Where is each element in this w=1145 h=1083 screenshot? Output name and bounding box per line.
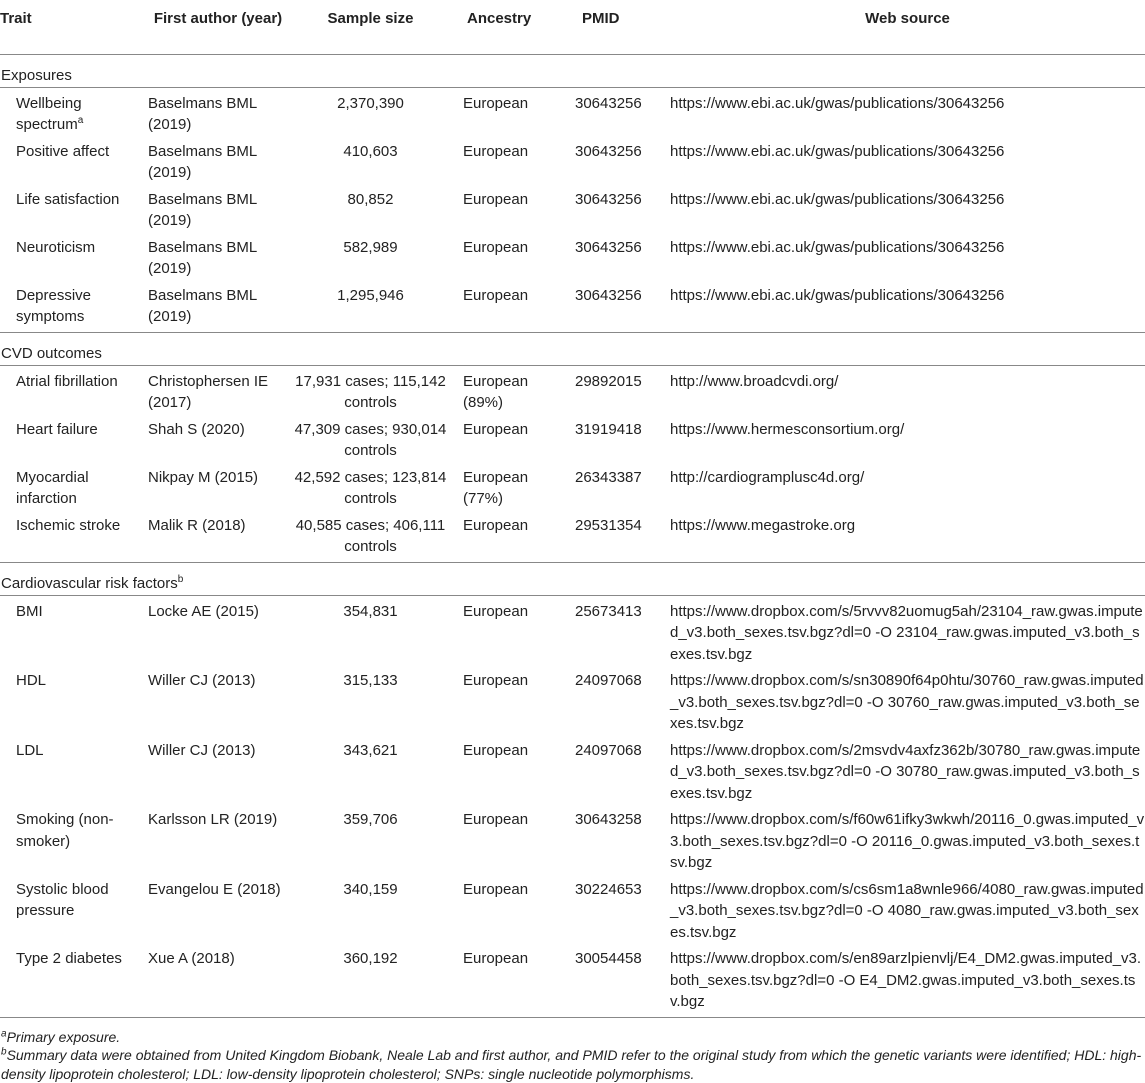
trait-cell-text: Smoking (non-smoker) — [16, 811, 114, 850]
trait-cell-text: Heart failure — [16, 421, 98, 438]
trait-cell — [0, 280, 148, 333]
sample-size-cell — [288, 136, 453, 184]
trait-cell-text: Depressive symptoms — [16, 287, 91, 326]
ancestry-cell — [453, 232, 568, 280]
sample-size-cell-text: 40,585 cases; 406,111 controls — [296, 517, 446, 556]
web-source-cell-text: https://www.megastroke.org — [670, 517, 855, 534]
pmid-cell-text: 30643256 — [575, 191, 642, 208]
column-header-sample-size: Sample size — [288, 0, 453, 54]
web-source-cell-text: https://www.dropbox.com/s/5rvvv82uomug5ah/23104_raw.gwas.imputed_v3.both_sexes.tsv.bgz?dl=0 -O 23104_raw.gwas.imputed_v3.both_sexes.tsv.bgz — [670, 603, 1143, 663]
first-author-cell-text: Baselmans BML (2019) — [148, 239, 257, 278]
trait-cell-text: Atrial fibrillation — [16, 373, 118, 390]
web-source-cell[interactable] — [670, 136, 1145, 184]
sample-size-cell — [288, 87, 453, 136]
section-row — [0, 332, 1145, 365]
table-header — [0, 0, 1145, 54]
web-source-cell[interactable] — [670, 87, 1145, 136]
web-source-cell-text: https://www.dropbox.com/s/cs6sm1a8wnle966/4080_raw.gwas.imputed_v3.both_sexes.tsv.bgz?dl=0 -O 4080_raw.gwas.imputed_v3.both_sexes.tsv.bgz — [670, 881, 1144, 941]
sample-size-cell-text: 360,192 — [343, 950, 397, 967]
web-source-cell-text: https://www.dropbox.com/s/sn30890f64p0htu/30760_raw.gwas.imputed_v3.both_sexes.tsv.bgz?dl=0 -O 30760_raw.gwas.imputed_v3.both_sexes.tsv.bgz — [670, 672, 1144, 732]
pmid-cell-text: 30643256 — [575, 95, 642, 112]
sample-size-cell-text: 42,592 cases; 123,814 controls — [295, 469, 447, 508]
web-source-cell[interactable] — [670, 943, 1145, 1017]
section-row — [0, 54, 1145, 87]
web-source-cell-text: https://www.dropbox.com/s/2msvdv4axfz362b/30780_raw.gwas.imputed_v3.both_sexes.tsv.bgz?dl=0 -O 30780_raw.gwas.imputed_v3.both_sexes.tsv.bgz — [670, 742, 1140, 802]
web-source-cell[interactable] — [670, 232, 1145, 280]
sample-size-cell-text: 17,931 cases; 115,142 controls — [295, 373, 446, 412]
footnote-marker: a — [1, 1028, 7, 1039]
first-author-cell — [148, 804, 288, 874]
first-author-cell — [148, 280, 288, 333]
trait-cell-text: Myocardial infarction — [16, 469, 89, 508]
sample-size-cell-text: 2,370,390 — [337, 95, 404, 112]
trait-cell-text: Type 2 diabetes — [16, 950, 122, 967]
trait-cell — [0, 184, 148, 232]
web-source-cell-text: https://www.dropbox.com/s/en89arzlpienvlj/E4_DM2.gwas.imputed_v3.both_sexes.tsv.bgz?dl=0 -O E4_DM2.gwas.imputed_v3.both_sexes.tsv.bgz — [670, 950, 1141, 1010]
trait-cell — [0, 804, 148, 874]
first-author-cell-text: Baselmans BML (2019) — [148, 191, 257, 230]
table-row — [0, 280, 1145, 333]
sample-size-cell-text: 582,989 — [343, 239, 397, 256]
first-author-cell-text: Christophersen IE (2017) — [148, 373, 268, 412]
first-author-cell-text: Karlsson LR (2019) — [148, 811, 277, 828]
sample-size-cell-text: 1,295,946 — [337, 287, 404, 304]
web-source-cell[interactable] — [670, 665, 1145, 735]
table-row — [0, 735, 1145, 805]
web-source-cell-text: http://cardiogramplusc4d.org/ — [670, 469, 864, 486]
pmid-cell-text: 29892015 — [575, 373, 642, 390]
sample-size-cell — [288, 232, 453, 280]
web-source-cell-text: https://www.ebi.ac.uk/gwas/publications/30643256 — [670, 95, 1004, 112]
pmid-cell — [568, 280, 670, 333]
section-title-text: Exposures — [1, 67, 72, 84]
trait-cell — [0, 462, 148, 510]
sample-size-cell — [288, 184, 453, 232]
first-author-cell — [148, 595, 288, 665]
table-row — [0, 804, 1145, 874]
ancestry-cell — [453, 414, 568, 462]
sample-size-cell — [288, 874, 453, 944]
pmid-cell-text: 30643258 — [575, 811, 642, 828]
footnote-text: Primary exposure. — [7, 1029, 121, 1045]
footnote — [1, 1046, 1145, 1083]
ancestry-cell-text: European — [463, 287, 528, 304]
sample-size-cell-text: 340,159 — [343, 881, 397, 898]
trait-cell-text: Wellbeing spectrum — [16, 95, 82, 134]
first-author-cell-text: Willer CJ (2013) — [148, 742, 256, 759]
table-row — [0, 232, 1145, 280]
table-row — [0, 943, 1145, 1017]
web-source-cell[interactable] — [670, 735, 1145, 805]
web-source-cell[interactable] — [670, 874, 1145, 944]
first-author-cell — [148, 874, 288, 944]
ancestry-cell — [453, 943, 568, 1017]
web-source-cell-text: https://www.ebi.ac.uk/gwas/publications/30643256 — [670, 239, 1004, 256]
section-title-text: Cardiovascular risk factors — [1, 575, 178, 592]
pmid-cell-text: 30224653 — [575, 881, 642, 898]
table-body — [0, 54, 1145, 1017]
ancestry-cell — [453, 735, 568, 805]
trait-cell-text: BMI — [16, 603, 43, 620]
first-author-cell — [148, 414, 288, 462]
trait-cell — [0, 874, 148, 944]
pmid-cell-text: 29531354 — [575, 517, 642, 534]
pmid-cell — [568, 184, 670, 232]
table-row — [0, 462, 1145, 510]
first-author-cell-text: Willer CJ (2013) — [148, 672, 256, 689]
table-row — [0, 595, 1145, 665]
pmid-cell-text: 31919418 — [575, 421, 642, 438]
footnote-text: Summary data were obtained from United Kingdom Biobank, Neale Lab and first author, and PMID refer to the original study from which the genetic variants were identified; HDL: high-density lipoprotein cholesterol; LDL: low-density lipoprotein cholesterol; SNPs: single nucleotide polymorphisms. — [1, 1047, 1141, 1082]
table-row — [0, 87, 1145, 136]
table-row — [0, 510, 1145, 563]
sample-size-cell-text: 315,133 — [343, 672, 397, 689]
trait-cell — [0, 595, 148, 665]
web-source-cell[interactable] — [670, 804, 1145, 874]
sample-size-cell-text: 359,706 — [343, 811, 397, 828]
ancestry-cell-text: European — [463, 881, 528, 898]
ancestry-cell-text: European (77%) — [463, 469, 528, 508]
section-title — [0, 332, 1145, 365]
sample-size-cell — [288, 280, 453, 333]
table-row — [0, 414, 1145, 462]
trait-cell-text: Systolic blood pressure — [16, 881, 109, 920]
trait-cell — [0, 136, 148, 184]
sample-size-cell — [288, 665, 453, 735]
ancestry-cell — [453, 87, 568, 136]
web-source-cell[interactable] — [670, 595, 1145, 665]
pmid-cell — [568, 510, 670, 563]
pmid-cell-text: 30643256 — [575, 287, 642, 304]
first-author-cell — [148, 136, 288, 184]
trait-cell — [0, 665, 148, 735]
ancestry-cell-text: European — [463, 191, 528, 208]
ancestry-cell-text: European — [463, 517, 528, 534]
trait-cell-text: Positive affect — [16, 143, 109, 160]
footnote-marker: b — [178, 574, 184, 585]
ancestry-cell — [453, 280, 568, 333]
first-author-cell-text: Nikpay M (2015) — [148, 469, 258, 486]
column-header-web-source: Web source — [670, 0, 1145, 54]
web-source-cell-text: https://www.hermesconsortium.org/ — [670, 421, 904, 438]
first-author-cell — [148, 365, 288, 414]
ancestry-cell — [453, 665, 568, 735]
sample-size-cell-text: 80,852 — [348, 191, 394, 208]
pmid-cell — [568, 136, 670, 184]
footnote-marker: a — [78, 115, 84, 126]
ancestry-cell — [453, 136, 568, 184]
first-author-cell — [148, 735, 288, 805]
first-author-cell-text: Malik R (2018) — [148, 517, 246, 534]
sample-size-cell-text: 354,831 — [343, 603, 397, 620]
ancestry-cell — [453, 510, 568, 563]
pmid-cell — [568, 874, 670, 944]
first-author-cell — [148, 462, 288, 510]
ancestry-cell-text: European — [463, 421, 528, 438]
first-author-cell — [148, 943, 288, 1017]
pmid-cell — [568, 595, 670, 665]
web-source-cell[interactable] — [670, 510, 1145, 563]
ancestry-cell — [453, 462, 568, 510]
ancestry-cell-text: European — [463, 603, 528, 620]
pmid-cell-text: 26343387 — [575, 469, 642, 486]
sample-size-cell-text: 47,309 cases; 930,014 controls — [295, 421, 447, 460]
trait-cell — [0, 943, 148, 1017]
column-header-first-author: First author (year) — [148, 0, 288, 54]
footnote-marker: b — [1, 1046, 7, 1057]
sample-size-cell — [288, 735, 453, 805]
pmid-cell-text: 24097068 — [575, 742, 642, 759]
ancestry-cell — [453, 874, 568, 944]
footnote — [1, 1028, 1145, 1047]
ancestry-cell-text: European — [463, 95, 528, 112]
sample-size-cell — [288, 462, 453, 510]
sample-size-cell — [288, 414, 453, 462]
trait-cell — [0, 232, 148, 280]
pmid-cell — [568, 735, 670, 805]
pmid-cell — [568, 365, 670, 414]
pmid-cell — [568, 804, 670, 874]
ancestry-cell-text: European — [463, 950, 528, 967]
ancestry-cell — [453, 595, 568, 665]
column-header-pmid: PMID — [568, 0, 670, 54]
pmid-cell-text: 30643256 — [575, 239, 642, 256]
ancestry-cell — [453, 365, 568, 414]
section-title — [0, 562, 1145, 595]
table-row — [0, 184, 1145, 232]
web-source-cell-text: https://www.dropbox.com/s/f60w61ifky3wkwh/20116_0.gwas.imputed_v3.both_sexes.tsv.bgz?dl=0 -O 20116_0.gwas.imputed_v3.both_sexes.tsv.bgz — [670, 811, 1144, 871]
ancestry-cell-text: European — [463, 811, 528, 828]
column-header-ancestry: Ancestry — [453, 0, 568, 54]
web-source-cell[interactable] — [670, 184, 1145, 232]
web-source-cell[interactable] — [670, 462, 1145, 510]
section-row — [0, 562, 1145, 595]
first-author-cell-text: Locke AE (2015) — [148, 603, 259, 620]
section-title — [0, 54, 1145, 87]
pmid-cell — [568, 462, 670, 510]
trait-cell — [0, 365, 148, 414]
sample-size-cell — [288, 804, 453, 874]
sample-size-cell — [288, 365, 453, 414]
sample-size-cell — [288, 943, 453, 1017]
pmid-cell — [568, 87, 670, 136]
pmid-cell-text: 30643256 — [575, 143, 642, 160]
first-author-cell-text: Evangelou E (2018) — [148, 881, 281, 898]
trait-cell-text: Neuroticism — [16, 239, 95, 256]
pmid-cell-text: 24097068 — [575, 672, 642, 689]
table-row — [0, 874, 1145, 944]
pmid-cell — [568, 232, 670, 280]
web-source-cell-text: http://www.broadcvdi.org/ — [670, 373, 838, 390]
trait-cell-text: HDL — [16, 672, 46, 689]
ancestry-cell-text: European (89%) — [463, 373, 528, 412]
web-source-cell-text: https://www.ebi.ac.uk/gwas/publications/30643256 — [670, 287, 1004, 304]
pmid-cell-text: 30054458 — [575, 950, 642, 967]
first-author-cell — [148, 232, 288, 280]
table-row — [0, 665, 1145, 735]
ancestry-cell-text: European — [463, 742, 528, 759]
trait-cell-text: Life satisfaction — [16, 191, 119, 208]
first-author-cell-text: Baselmans BML (2019) — [148, 287, 257, 326]
trait-cell-text: LDL — [16, 742, 44, 759]
trait-cell — [0, 414, 148, 462]
table-row — [0, 365, 1145, 414]
ancestry-cell-text: European — [463, 672, 528, 689]
column-header-trait: Trait — [0, 0, 148, 54]
ancestry-cell — [453, 804, 568, 874]
first-author-cell — [148, 510, 288, 563]
ancestry-cell-text: European — [463, 239, 528, 256]
section-title-text: CVD outcomes — [1, 345, 102, 362]
table-footnotes — [0, 1018, 1145, 1083]
pmid-cell-text: 25673413 — [575, 603, 642, 620]
first-author-cell — [148, 184, 288, 232]
first-author-cell-text: Baselmans BML (2019) — [148, 95, 257, 134]
table-row — [0, 136, 1145, 184]
pmid-cell — [568, 943, 670, 1017]
sample-size-cell-text: 343,621 — [343, 742, 397, 759]
pmid-cell — [568, 665, 670, 735]
first-author-cell-text: Baselmans BML (2019) — [148, 143, 257, 182]
web-source-cell[interactable] — [670, 414, 1145, 462]
web-source-cell-text: https://www.ebi.ac.uk/gwas/publications/30643256 — [670, 191, 1004, 208]
first-author-cell-text: Xue A (2018) — [148, 950, 235, 967]
first-author-cell-text: Shah S (2020) — [148, 421, 245, 438]
ancestry-cell-text: European — [463, 143, 528, 160]
trait-cell — [0, 87, 148, 136]
web-source-cell[interactable] — [670, 280, 1145, 333]
pmid-cell — [568, 414, 670, 462]
web-source-cell-text: https://www.ebi.ac.uk/gwas/publications/30643256 — [670, 143, 1004, 160]
trait-cell — [0, 510, 148, 563]
sample-size-cell — [288, 510, 453, 563]
sample-size-cell-text: 410,603 — [343, 143, 397, 160]
sample-size-cell — [288, 595, 453, 665]
first-author-cell — [148, 87, 288, 136]
trait-cell — [0, 735, 148, 805]
first-author-cell — [148, 665, 288, 735]
web-source-cell[interactable] — [670, 365, 1145, 414]
trait-cell-text: Ischemic stroke — [16, 517, 120, 534]
ancestry-cell — [453, 184, 568, 232]
